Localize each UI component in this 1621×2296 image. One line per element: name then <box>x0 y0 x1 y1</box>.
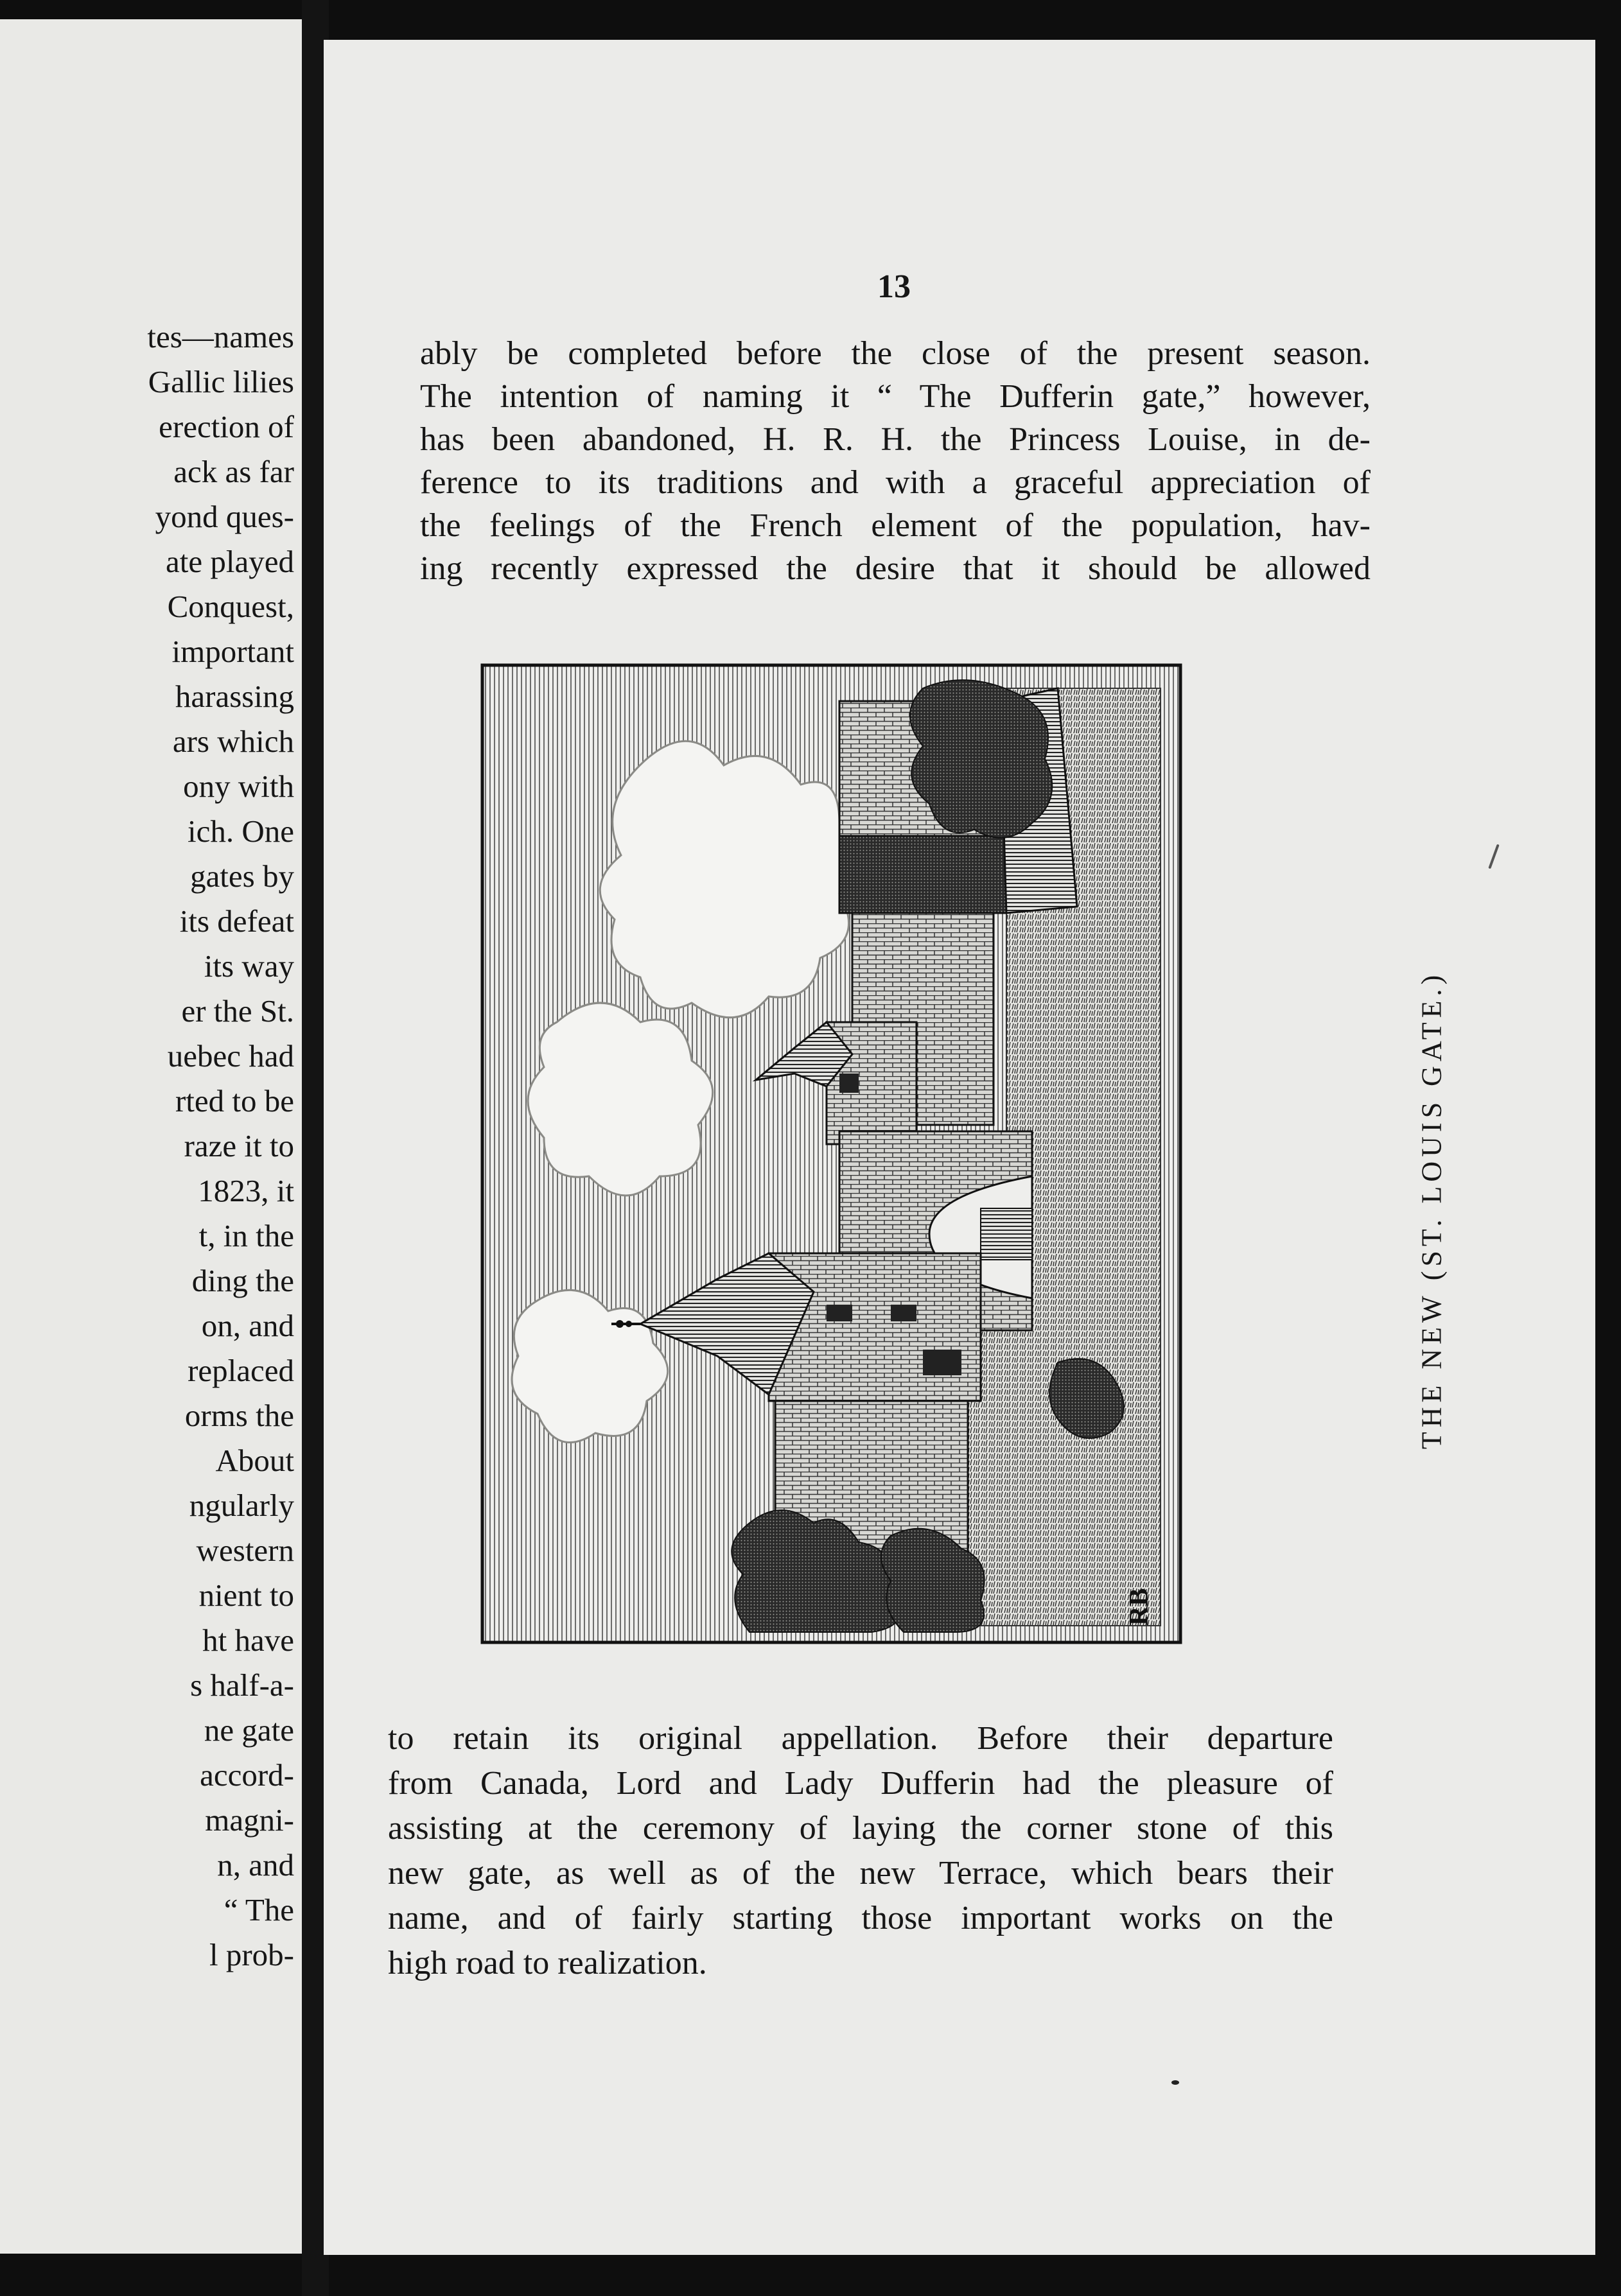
left-page-line: gates by <box>190 858 294 894</box>
left-page-line: raze it to <box>184 1128 294 1163</box>
paragraph-line: ing recently expressed the desire that it should be allowed <box>420 550 1371 587</box>
left-page-line: magni- <box>205 1802 294 1838</box>
paragraph-line: The intention of naming it “ The Dufferin gate,” however, <box>420 378 1371 415</box>
artist-monogram: RB <box>1125 1588 1154 1626</box>
left-page-line: tes—names <box>147 319 294 354</box>
ink-speck <box>1488 844 1499 869</box>
left-page-line: ony with <box>183 769 294 804</box>
left-page-line: “ The <box>223 1892 294 1927</box>
left-page-line: yond ques- <box>155 499 294 534</box>
left-page-line: its way <box>204 948 294 984</box>
left-page-line: important <box>171 634 294 669</box>
left-page-line: About <box>215 1443 294 1478</box>
left-page <box>0 19 302 2254</box>
left-page-line: Gallic lilies <box>148 364 294 399</box>
left-page-line: t, in the <box>198 1218 294 1253</box>
right-page <box>324 40 1595 2255</box>
page-number: 13 <box>877 268 911 305</box>
left-page-line: western <box>196 1533 294 1568</box>
left-page-line: ack as far <box>173 454 294 489</box>
left-page-line: replaced <box>188 1353 294 1388</box>
left-page-line: its defeat <box>179 903 294 939</box>
left-page-line: ich. One <box>188 813 294 849</box>
left-page-line: orms the <box>184 1398 294 1433</box>
left-page-line: accord- <box>200 1757 294 1793</box>
left-page-line: harassing <box>175 679 294 714</box>
paragraph-line: high road to realization. <box>388 1945 707 1981</box>
ink-speck <box>1171 2080 1179 2085</box>
left-page-line: Conquest, <box>167 589 294 624</box>
left-page-line: n, and <box>217 1847 294 1883</box>
left-page-line: ars which <box>172 724 294 759</box>
paragraph-line: ably be completed before the close of the present season. <box>420 335 1371 372</box>
left-page-line: er the St. <box>181 993 294 1029</box>
paragraph-line: to retain its original appellation. Before their departure <box>388 1720 1333 1757</box>
paragraph-line: new gate, as well as of the new Terrace, which bears their <box>388 1855 1333 1892</box>
left-page-line: erection of <box>159 409 294 444</box>
left-page-line: ne gate <box>204 1712 294 1748</box>
left-page-line: s half-a- <box>190 1667 294 1703</box>
left-page-line: rted to be <box>175 1083 294 1118</box>
paragraph-line: from Canada, Lord and Lady Dufferin had the pleasure of <box>388 1765 1333 1802</box>
left-page-line: 1823, it <box>198 1173 294 1208</box>
left-page-line: l prob- <box>209 1937 294 1972</box>
paragraph-line: name, and of fairly starting those important works on the <box>388 1900 1333 1936</box>
left-page-line: ding the <box>191 1263 294 1298</box>
paragraph-line: assisting at the ceremony of laying the corner stone of this <box>388 1810 1333 1847</box>
left-page-line: ngularly <box>189 1488 294 1523</box>
left-page-line: ht have <box>202 1622 294 1658</box>
left-page-line: uebec had <box>167 1038 294 1074</box>
illustration-caption: THE NEW (ST. LOUIS GATE.) <box>1415 970 1448 1450</box>
paragraph-line: has been abandoned, H. R. H. the Princess Louise, in de- <box>420 421 1371 458</box>
paragraph-line: ference to its traditions and with a graceful appreciation of <box>420 464 1371 501</box>
left-page-line: ate played <box>166 544 294 579</box>
left-page-line: nient to <box>198 1578 294 1613</box>
st-louis-gate-engraving <box>480 663 1183 1645</box>
left-page-line: on, and <box>201 1308 294 1343</box>
paragraph-line: the feelings of the French element of the population, hav- <box>420 507 1371 544</box>
